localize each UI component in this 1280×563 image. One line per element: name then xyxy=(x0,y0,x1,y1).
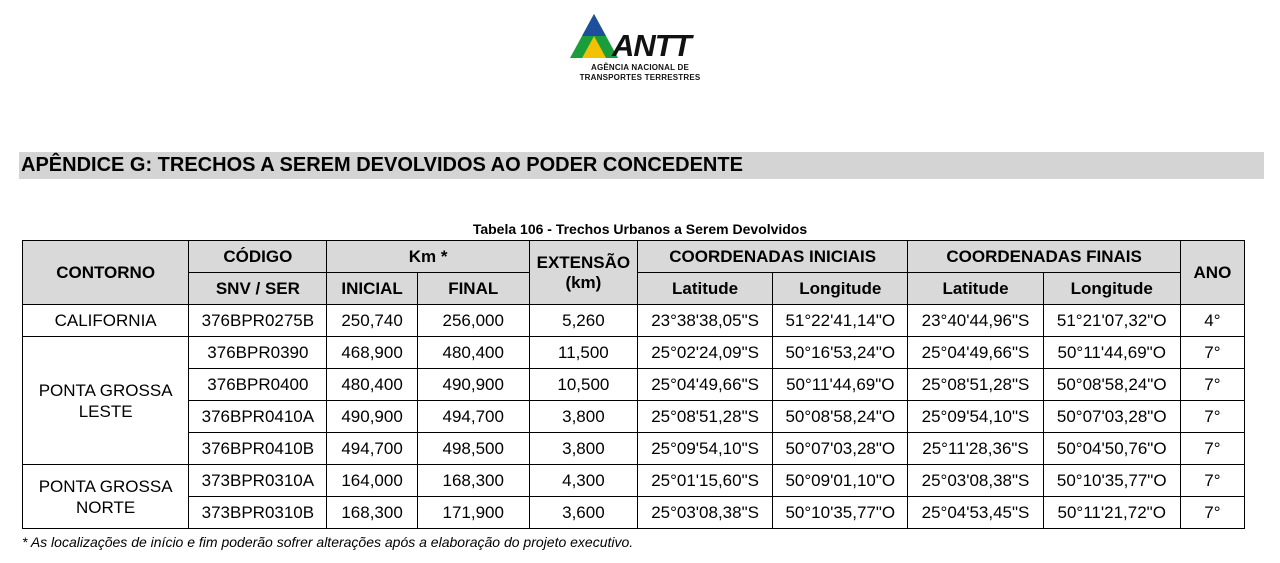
cell-lat-final: 25°04'49,66"S xyxy=(908,337,1043,369)
cell-extensao: 11,500 xyxy=(529,337,637,369)
cell-final: 171,900 xyxy=(417,497,529,529)
cell-lon-inicial: 50°09'01,10"O xyxy=(773,465,908,497)
table-caption: Tabela 106 - Trechos Urbanos a Serem Devolvidos xyxy=(472,221,808,237)
cell-inicial: 168,300 xyxy=(327,497,417,529)
table-row xyxy=(23,401,1245,433)
header-km-final: FINAL xyxy=(417,273,529,305)
cell-final: 480,400 xyxy=(417,337,529,369)
cell-lat-inicial: 25°01'15,60"S xyxy=(637,465,772,497)
trechos-table xyxy=(22,240,1245,529)
cell-ano: 7° xyxy=(1180,497,1244,529)
cell-final: 168,300 xyxy=(417,465,529,497)
table-row xyxy=(23,433,1245,465)
cell-final: 498,500 xyxy=(417,433,529,465)
cell-lon-inicial: 50°16'53,24"O xyxy=(773,337,908,369)
cell-inicial: 494,700 xyxy=(327,433,417,465)
footnote: * As localizações de início e fim poderão sofrer alterações após a elaboração do projeto executivo. xyxy=(22,534,634,550)
header-codigo: CÓDIGO xyxy=(189,241,327,273)
cell-lat-inicial: 25°08'51,28"S xyxy=(637,401,772,433)
cell-lon-final: 51°21'07,32"O xyxy=(1043,305,1180,337)
cell-ano: 7° xyxy=(1180,465,1244,497)
cell-lat-final: 23°40'44,96"S xyxy=(908,305,1043,337)
cell-codigo: 376BPR0390 xyxy=(189,337,327,369)
cell-ano: 4° xyxy=(1180,305,1244,337)
cell-inicial: 480,400 xyxy=(327,369,417,401)
cell-final: 256,000 xyxy=(417,305,529,337)
cell-ano: 7° xyxy=(1180,369,1244,401)
cell-extensao: 3,600 xyxy=(529,497,637,529)
cell-lon-final: 50°08'58,24"O xyxy=(1043,369,1180,401)
cell-codigo: 376BPR0410B xyxy=(189,433,327,465)
cell-lat-inicial: 25°03'08,38"S xyxy=(637,497,772,529)
cell-lat-final: 25°08'51,28"S xyxy=(908,369,1043,401)
cell-ano: 7° xyxy=(1180,337,1244,369)
cell-lon-final: 50°07'03,28"O xyxy=(1043,401,1180,433)
appendix-heading: APÊNDICE G: TRECHOS A SEREM DEVOLVIDOS AO PODER CONCEDENTE xyxy=(19,152,1264,179)
cell-lon-final: 50°11'44,69"O xyxy=(1043,337,1180,369)
header-ano: ANO xyxy=(1180,241,1244,305)
cell-lon-inicial: 50°10'35,77"O xyxy=(773,497,908,529)
cell-lon-inicial: 51°22'41,14"O xyxy=(773,305,908,337)
header-longitude-inicial: Longitude xyxy=(773,273,908,305)
cell-lat-inicial: 23°38'38,05"S xyxy=(637,305,772,337)
table-row xyxy=(23,497,1245,529)
header-km-inicial: INICIAL xyxy=(327,273,417,305)
header-extensao-label: EXTENSÃO xyxy=(536,252,631,272)
cell-inicial: 490,900 xyxy=(327,401,417,433)
cell-lat-final: 25°04'53,45"S xyxy=(908,497,1043,529)
header-km: Km * xyxy=(327,241,529,273)
cell-lat-final: 25°11'28,36"S xyxy=(908,433,1043,465)
logo-subtitle-line2: TRANSPORTES TERRESTRES xyxy=(579,73,701,82)
header-row-1 xyxy=(23,241,1245,273)
cell-codigo: 376BPR0275B xyxy=(189,305,327,337)
cell-extensao: 4,300 xyxy=(529,465,637,497)
header-extensao-unit: (km) xyxy=(565,272,602,292)
header-longitude-final: Longitude xyxy=(1043,273,1180,305)
table-row xyxy=(23,465,1245,497)
header-coordenadas-finais: COORDENADAS FINAIS xyxy=(908,241,1180,273)
header-extensao xyxy=(529,241,637,305)
cell-lon-final: 50°04'50,76"O xyxy=(1043,433,1180,465)
cell-inicial: 164,000 xyxy=(327,465,417,497)
cell-codigo: 376BPR0410A xyxy=(189,401,327,433)
cell-lat-inicial: 25°09'54,10"S xyxy=(637,433,772,465)
cell-inicial: 250,740 xyxy=(327,305,417,337)
cell-extensao: 3,800 xyxy=(529,433,637,465)
cell-lat-inicial: 25°02'24,09"S xyxy=(637,337,772,369)
antt-triangle-icon xyxy=(570,14,618,60)
cell-lat-final: 25°09'54,10"S xyxy=(908,401,1043,433)
cell-lon-inicial: 50°07'03,28"O xyxy=(773,433,908,465)
logo-brand: ANTT xyxy=(612,28,691,63)
header-snv-ser: SNV / SER xyxy=(189,273,327,305)
cell-ano: 7° xyxy=(1180,401,1244,433)
cell-ano: 7° xyxy=(1180,433,1244,465)
logo-subtitle-line1: AGÊNCIA NACIONAL DE xyxy=(590,63,690,72)
table-row xyxy=(23,305,1245,337)
cell-codigo: 373BPR0310B xyxy=(189,497,327,529)
cell-lat-final: 25°03'08,38"S xyxy=(908,465,1043,497)
table-row xyxy=(23,369,1245,401)
header-latitude-final: Latitude xyxy=(908,273,1043,305)
antt-logo xyxy=(560,12,720,84)
cell-lon-final: 50°10'35,77"O xyxy=(1043,465,1180,497)
contorno-california: CALIFORNIA xyxy=(23,305,189,337)
cell-extensao: 5,260 xyxy=(529,305,637,337)
cell-final: 490,900 xyxy=(417,369,529,401)
header-contorno: CONTORNO xyxy=(23,241,189,305)
cell-extensao: 10,500 xyxy=(529,369,637,401)
cell-codigo: 373BPR0310A xyxy=(189,465,327,497)
header-latitude-inicial: Latitude xyxy=(637,273,772,305)
contorno-ponta-grossa-leste: PONTA GROSSA LESTE xyxy=(23,337,189,465)
cell-inicial: 468,900 xyxy=(327,337,417,369)
cell-lat-inicial: 25°04'49,66"S xyxy=(637,369,772,401)
cell-codigo: 376BPR0400 xyxy=(189,369,327,401)
table-row xyxy=(23,337,1245,369)
contorno-ponta-grossa-norte: PONTA GROSSA NORTE xyxy=(23,465,189,529)
cell-lon-inicial: 50°08'58,24"O xyxy=(773,401,908,433)
cell-final: 494,700 xyxy=(417,401,529,433)
header-coordenadas-iniciais: COORDENADAS INICIAIS xyxy=(637,241,907,273)
cell-lon-inicial: 50°11'44,69"O xyxy=(773,369,908,401)
cell-lon-final: 50°11'21,72"O xyxy=(1043,497,1180,529)
cell-extensao: 3,800 xyxy=(529,401,637,433)
